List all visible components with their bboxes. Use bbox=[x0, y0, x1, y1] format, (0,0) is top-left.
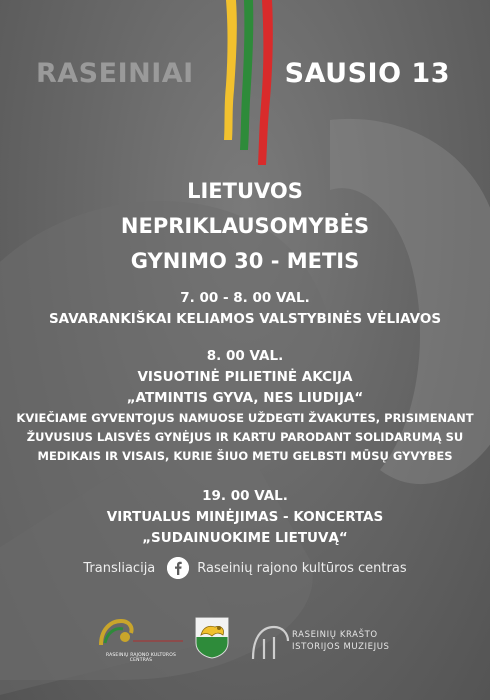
culture-center-logo bbox=[95, 615, 187, 665]
event-time: 7. 00 - 8. 00 VAL. bbox=[180, 290, 310, 306]
event-time: 19. 00 VAL. bbox=[202, 488, 288, 504]
date-label: SAUSIO 13 bbox=[284, 58, 450, 89]
coat-of-arms-icon bbox=[195, 617, 229, 659]
event-description-3: MEDIKAIS IR VISAIS, KURIE ŠIUO METU GELBSTI MŪSŲ GYVYBES bbox=[37, 449, 453, 463]
event-description-2: ŽUVUSIUS LAISVĖS GYNĖJUS IR KARTU PARODANT SOLIDARUMĄ SU bbox=[26, 430, 464, 444]
event-text: VISUOTINĖ PILIETINĖ AKCIJA bbox=[137, 369, 353, 385]
event-concert bbox=[0, 486, 490, 549]
broadcast-label: Transliacija bbox=[83, 560, 156, 576]
title-line-3: GYNIMO 30 - METIS bbox=[130, 249, 360, 273]
event-text: VIRTUALUS MINĖJIMAS - KONCERTAS bbox=[106, 509, 384, 525]
title-line-2: NEPRIKLAUSOMYBĖS bbox=[120, 214, 370, 238]
facebook-page-link[interactable]: Raseinių rajono kultūros centras bbox=[197, 560, 407, 576]
flag-ribbons bbox=[220, 0, 280, 170]
title-line-1: LIETUVOS bbox=[187, 179, 303, 203]
event-subtitle: „ATMINTIS GYVA, NES LIUDIJA“ bbox=[126, 390, 364, 406]
history-museum-logo bbox=[250, 623, 410, 669]
broadcast-info bbox=[0, 557, 490, 579]
culture-center-caption: RASEINIŲ RAJONO KULTŪROS CENTRAS bbox=[105, 653, 177, 663]
museum-name-line-2: ISTORIJOS MUZIEJUS bbox=[292, 642, 390, 652]
museum-name bbox=[292, 629, 390, 653]
event-text: SAVARANKIŠKAI KELIAMOS VALSTYBINĖS VĖLIAVOS bbox=[48, 311, 442, 327]
event-flags bbox=[0, 288, 490, 330]
event-candles bbox=[0, 346, 490, 466]
museum-name-line-1: RASEINIŲ KRAŠTO bbox=[292, 630, 378, 640]
city-name: RASEINIAI bbox=[36, 58, 194, 89]
event-time: 8. 00 VAL. bbox=[206, 348, 284, 364]
event-subtitle: „SUDAINUOKIME LIETUVĄ“ bbox=[142, 530, 348, 546]
page-title bbox=[0, 174, 490, 279]
partner-logos bbox=[0, 615, 490, 675]
event-description-1: KVIEČIAME GYVENTOJUS NAMUOSE UŽDEGTI ŽVAKUTES, PRISIMENANT bbox=[16, 411, 474, 425]
facebook-icon[interactable] bbox=[167, 557, 189, 579]
